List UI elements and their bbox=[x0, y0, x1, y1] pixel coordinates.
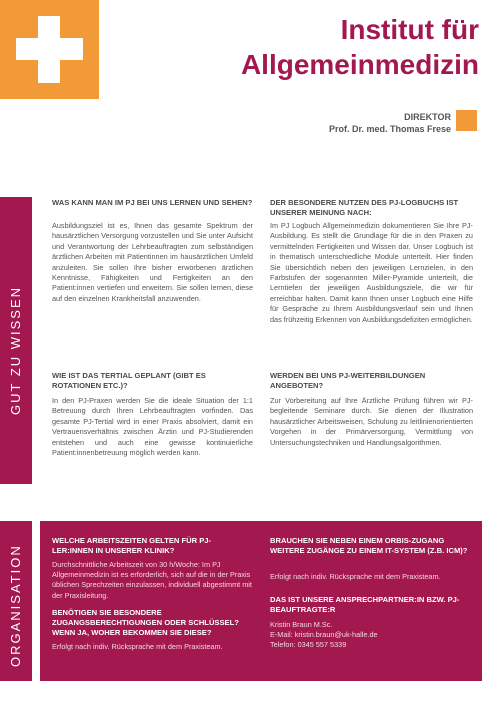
question-heading: DER BESONDERE NUTZEN DES PJ-LOGBUCHS IST UNSERER MEINUNG NACH: bbox=[270, 198, 459, 217]
organisation-panel bbox=[40, 521, 482, 681]
answer-text: In den PJ-Praxen werden Sie die ideale Situation der 1:1 Betreuung durch Ihren Lehrbeauftragten vorfinden. Das gesamte PJ-Tertial wird in einer Praxis absolviert, damit ein Vertrauensverhältnis zwischen Ärztin und PJ-Studierenden entstehen und auch eine gewisse kontinuierliche Patient:innenbetreuung möglich werden kann. bbox=[52, 396, 253, 458]
answer-text: Im PJ Logbuch Allgemeinmedizin dokumentieren Sie Ihre PJ-Ausbildung. Es stellt die Grundlage für die in den Praxen zu vermittelnden Fertigkeiten und Wissen dar. Unser Logbuch ist in thematisch unterschiedliche Module unterteilt. Hier finden Sie übersichtlich neben den jeweiligen Lernzielen, in den Farbstufen der sogenannten Miller-Pyramide unterteilt, die Lerntiefen der jeweiligen Ausbildungsziele, die wir für erreichbar halten. Damit kann Ihnen unser Logbuch eine Hilfe für Gespräche zu Ihrem Ausbildungsverlauf sein und Ihnen das frühzeitig Erkennen von Ausbildungsdefiziten ermöglichen. bbox=[270, 221, 473, 324]
section-label-organisation: ORGANISATION bbox=[8, 544, 23, 667]
question-heading: BRAUCHEN SIE NEBEN EINEM ORBIS-ZUGANG WEITERE ZUGÄNGE ZU EINEM IT-SYSTEM (Z.B. ICM)? bbox=[270, 536, 468, 555]
contact-details bbox=[270, 620, 470, 651]
answer-text: Durchschnittliche Arbeitszeit von 30 h/Woche: Im PJ Allgemeinmedizin ist es erforderlich, sich auf die in der Praxis üblichen Sprechzeiten einzulassen, individuell abgestimmt mit der Praxisleitung. bbox=[52, 560, 252, 600]
answer-text: Erfolgt nach indiv. Rücksprache mit dem Praxisteam. bbox=[52, 642, 223, 651]
institute-logo bbox=[0, 0, 99, 99]
contact-heading: DAS IST UNSERE ANSPRECHPARTNER:IN BZW. PJ-BEAUFTRAGTE:R bbox=[270, 595, 460, 614]
section-label-gut-zu-wissen: GUT ZU WISSEN bbox=[8, 285, 23, 415]
title-line-1: Institut für bbox=[340, 14, 479, 45]
question-heading: WERDEN BEI UNS PJ-WEITERBILDUNGEN ANGEBOTEN? bbox=[270, 371, 426, 390]
answer-text: Ausbildungsziel ist es, Ihnen das gesamte Spektrum der hausärztlichen Versorgung vorzustellen und Sie unter Aufsicht und Verantwortung der Lehrbeauftragten zum selbständigen ärztlichen Arbeiten mit Patientinnen im hausärztlichen Umfeld anzuleiten. Sie sollen Ihre bisher erworbenen ärztlichen Kenntnisse, Fähigkeiten und Fertigkeiten an den Patient:innen vertiefen und erweitern. Sie sollen lernen, diese auf den einzelnen Krankheitsfall anzuwenden. bbox=[52, 221, 253, 303]
contact-name: Kristin Braun M.Sc. bbox=[270, 620, 333, 629]
institute-title bbox=[241, 12, 479, 82]
accent-square bbox=[456, 110, 477, 131]
answer-text: Zur Vorbereitung auf Ihre Ärztliche Prüfung führen wir PJ-begleitende Seminare durch. Sie dienen der Illustration hausärztlicher Arbeitsweisen, Schulung zu leitlinienorientierten Vorgehen in der Primärversorgung, Vermittlung von Untersuchungstechniken und Handlungsalgorithmen. bbox=[270, 396, 473, 447]
director-block bbox=[329, 111, 451, 135]
director-label: DIREKTOR bbox=[404, 112, 451, 122]
question-heading: WAS KANN MAN IM PJ BEI UNS LERNEN UND SEHEN? bbox=[52, 198, 253, 207]
contact-email: E-Mail: kristin.braun@uk-halle.de bbox=[270, 630, 378, 640]
section-band-gut-zu-wissen bbox=[0, 197, 32, 484]
question-heading: WIE IST DAS TERTIAL GEPLANT (GIBT ES ROTATIONEN ETC.)? bbox=[52, 371, 206, 390]
section-band-organisation bbox=[0, 521, 32, 681]
title-line-2: Allgemeinmedizin bbox=[240, 49, 479, 80]
answer-text: Erfolgt nach indiv. Rücksprache mit dem Praxisteam. bbox=[270, 572, 441, 581]
question-heading: WELCHE ARBEITSZEITEN GELTEN FÜR PJ-LER:INNEN IN UNSERER KLINIK? bbox=[52, 536, 212, 555]
contact-phone: Telefon: 0345 557 5339 bbox=[270, 640, 347, 650]
director-name: Prof. Dr. med. Thomas Frese bbox=[328, 124, 451, 134]
question-heading: BENÖTIGEN SIE BESONDERE ZUGANGSBERECHTIGUNGEN ODER SCHLÜSSEL? WENN JA, WOHER BEKOMMEN SIE DIESE? bbox=[52, 608, 239, 637]
